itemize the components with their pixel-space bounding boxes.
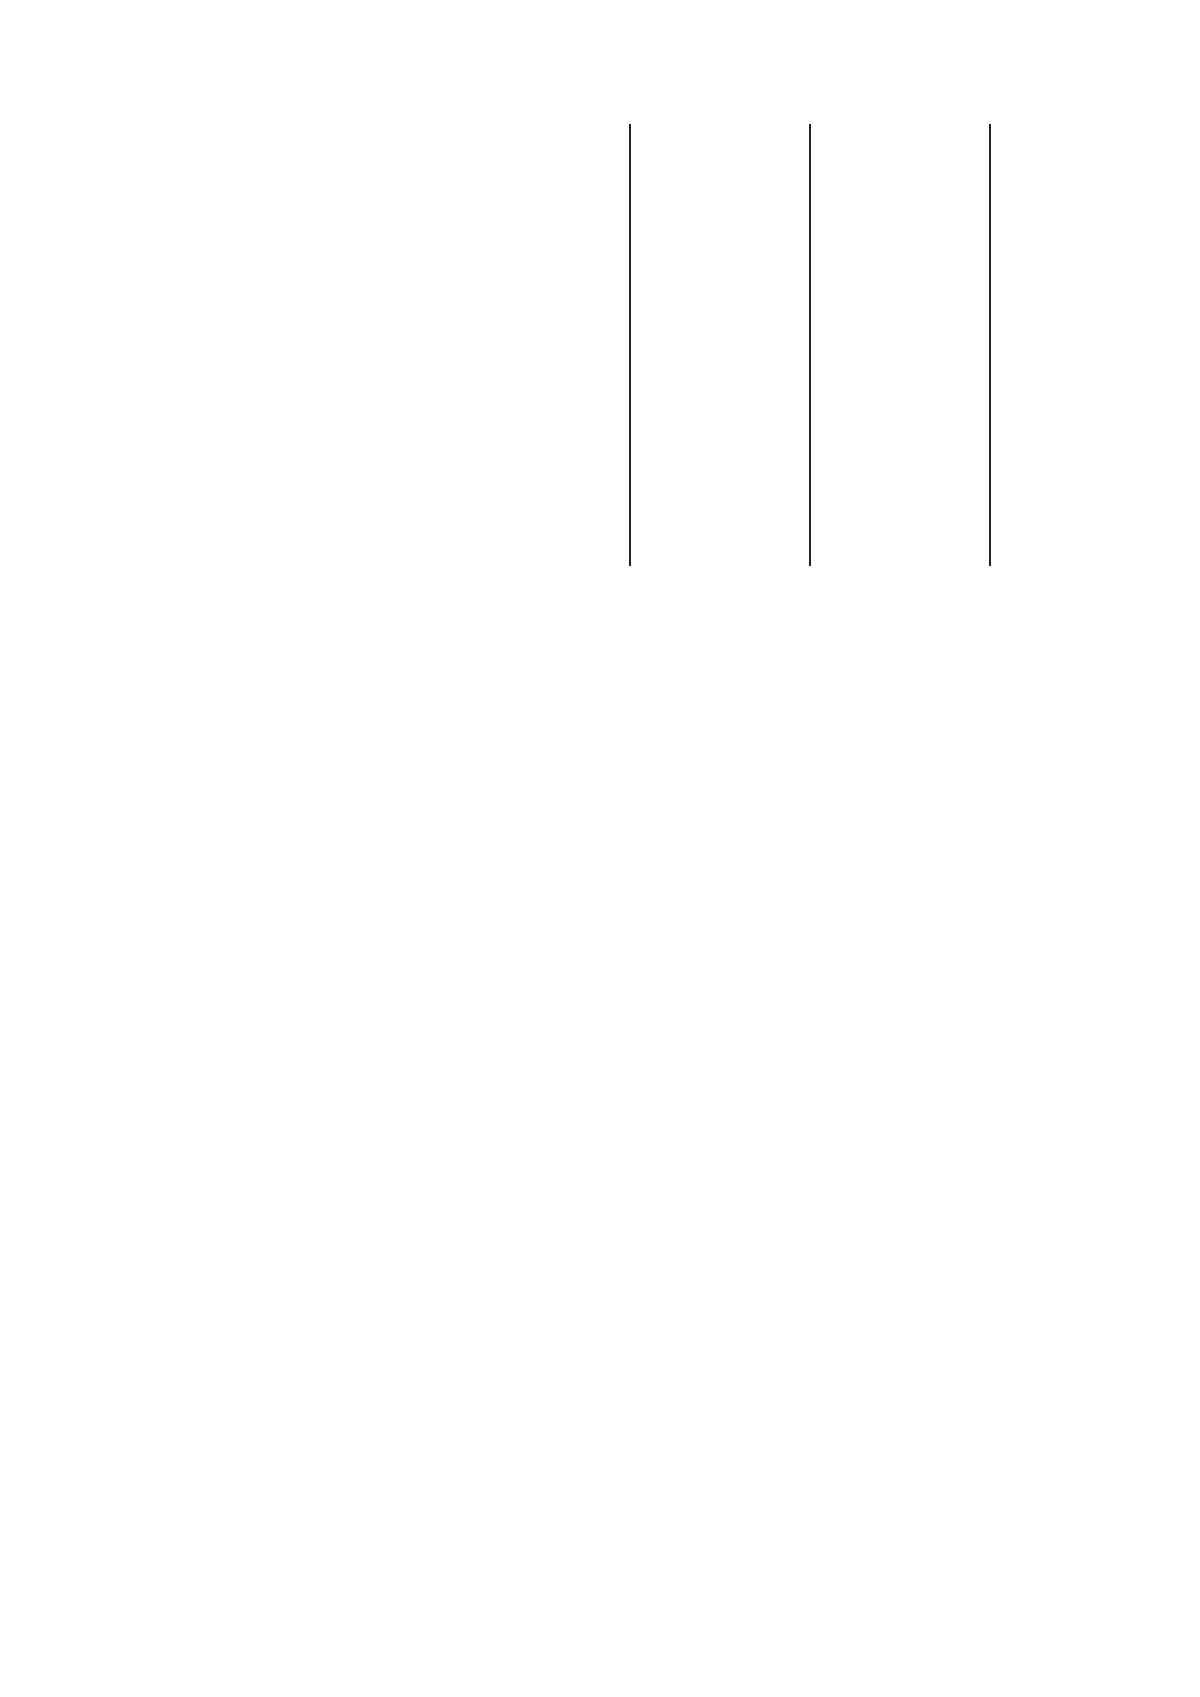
table-column-divider — [989, 124, 991, 566]
table-column-divider — [809, 124, 811, 566]
table-column-divider — [629, 124, 631, 566]
